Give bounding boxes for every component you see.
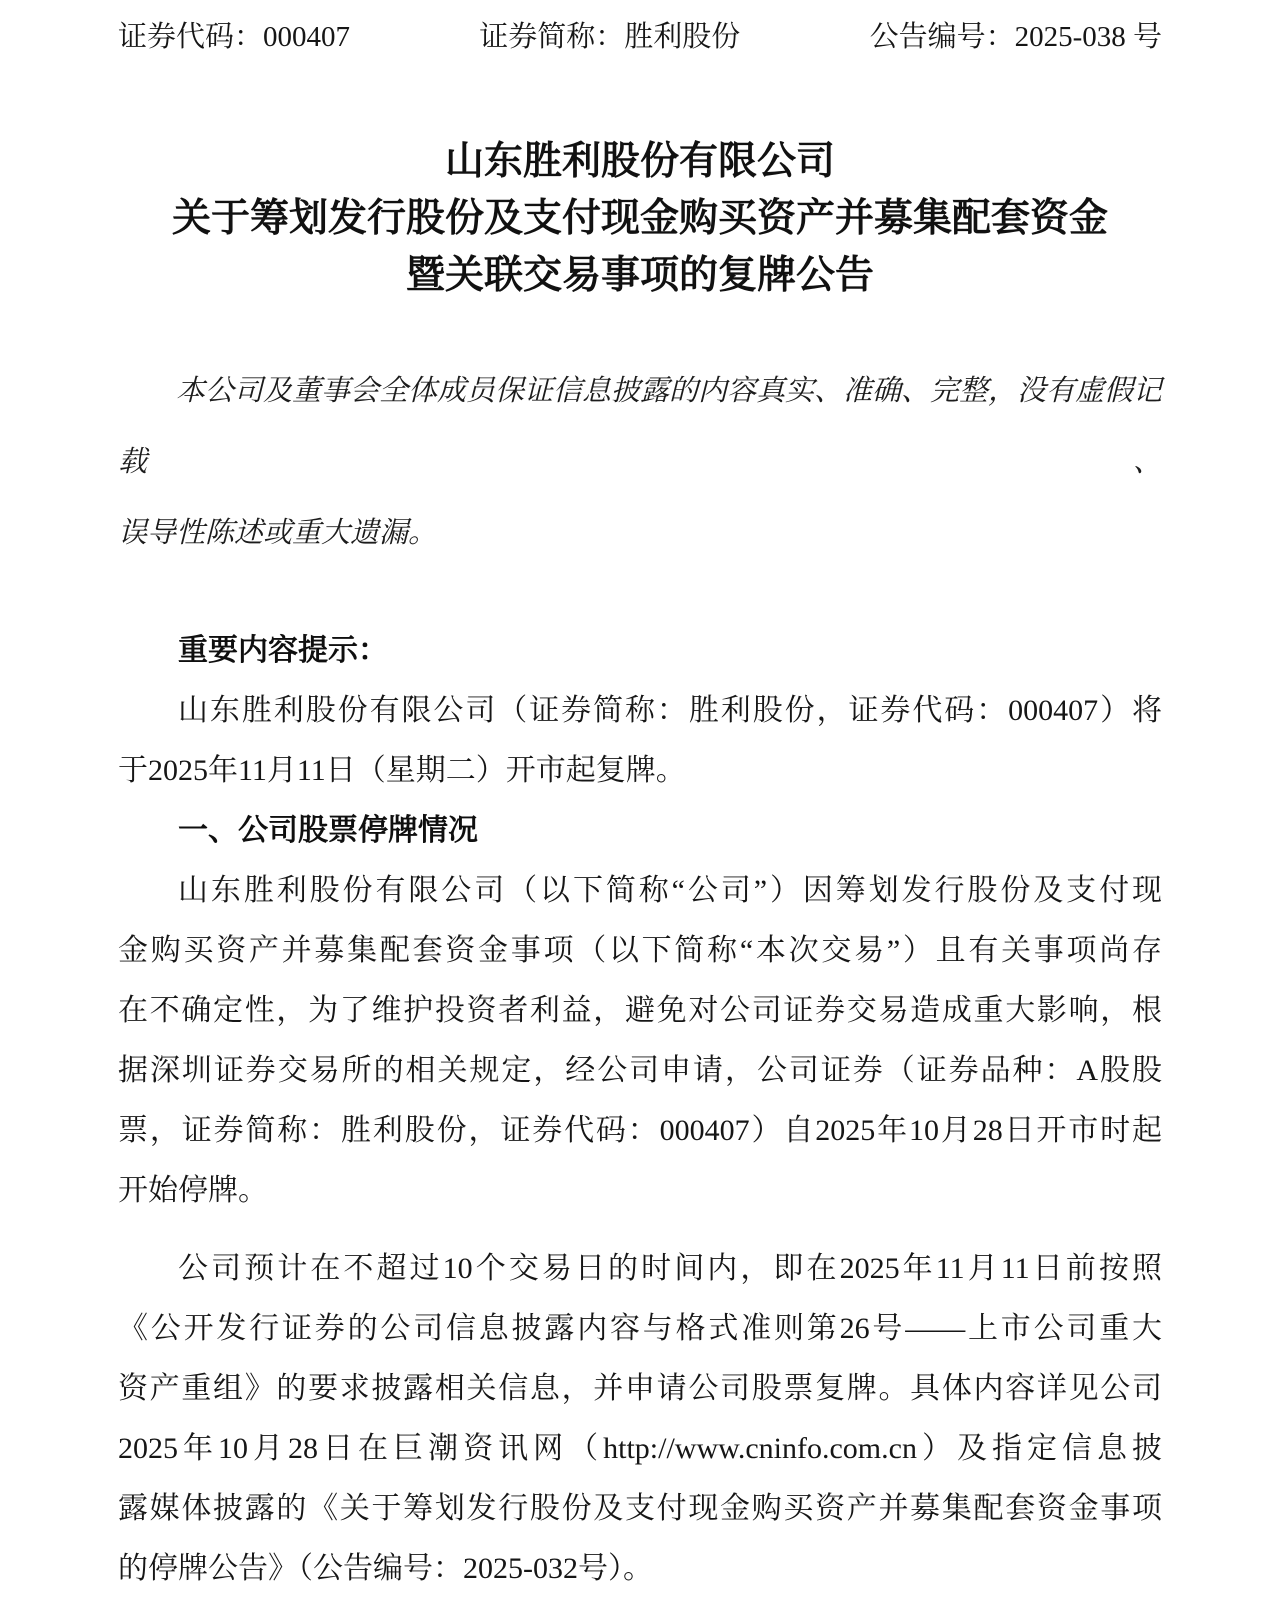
title-line-company: 山东胜利股份有限公司 — [444, 140, 835, 183]
document-header — [118, 18, 1162, 57]
paragraph-line: 《公开发行证券的公司信息披露内容与格式准则第26号——上市公司重大 — [118, 1312, 1162, 1345]
paragraph-line: 于2025年11月11日（星期二）开市起复牌。 — [118, 754, 686, 787]
notice-heading: 重要内容提示： — [178, 634, 388, 667]
paragraph-line: 开始停牌。 — [118, 1174, 268, 1207]
section1-paragraph-disclosure — [118, 1239, 1162, 1599]
section1-paragraph-suspension — [118, 861, 1162, 1221]
title-line-type: 暨关联交易事项的复牌公告 — [405, 254, 874, 297]
paragraph-line: 的停牌公告》（公告编号：2025-032号）。 — [118, 1552, 653, 1585]
notice-paragraph — [118, 681, 1162, 801]
stock-code: 证券代码：000407 — [118, 21, 351, 53]
paragraph-line: 在不确定性，为了维护投资者利益，避免对公司证券交易造成重大影响，根 — [118, 994, 1162, 1027]
paragraph-line: 票，证券简称：胜利股份，证券代码：000407）自2025年10月28日开市时起 — [118, 1114, 1162, 1147]
paragraph-line: 资产重组》的要求披露相关信息，并申请公司股票复牌。具体内容详见公司 — [118, 1372, 1162, 1405]
paragraph-line: 山东胜利股份有限公司（以下简称“公司”）因筹划发行股份及支付现 — [178, 874, 1162, 907]
document-title — [118, 133, 1162, 304]
disclaimer-line: 本公司及董事会全体成员保证信息披露的内容真实、准确、完整，没有虚假记载、 — [118, 375, 1163, 478]
paragraph-line: 据深圳证券交易所的相关规定，经公司申请，公司证券（证券品种：A股股 — [118, 1054, 1162, 1087]
title-line-subject: 关于筹划发行股份及支付现金购买资产并募集配套资金 — [171, 197, 1108, 240]
section1-heading: 一、公司股票停牌情况 — [178, 814, 478, 847]
paragraph-line: 公司预计在不超过10个交易日的时间内，即在2025年11月11日前按照 — [178, 1252, 1162, 1285]
disclaimer-line: 误导性陈述或重大遗漏。 — [118, 517, 438, 549]
paragraph-line: 露媒体披露的《关于筹划发行股份及支付现金购买资产并募集配套资金事项 — [118, 1492, 1162, 1525]
paragraph-line: 2025年10月28日在巨潮资讯网（http://www.cninfo.com.cn）及指定信息披 — [118, 1432, 1162, 1465]
document-body — [118, 621, 1162, 1599]
paragraph-line: 山东胜利股份有限公司（证券简称：胜利股份，证券代码：000407）将 — [178, 694, 1162, 727]
disclaimer-paragraph — [118, 356, 1162, 569]
announcement-number: 公告编号：2025-038 号 — [869, 21, 1162, 53]
stock-short-name: 证券简称：胜利股份 — [479, 21, 741, 53]
paragraph-line: 金购买资产并募集配套资金事项（以下简称“本次交易”）且有关事项尚存 — [118, 934, 1162, 967]
